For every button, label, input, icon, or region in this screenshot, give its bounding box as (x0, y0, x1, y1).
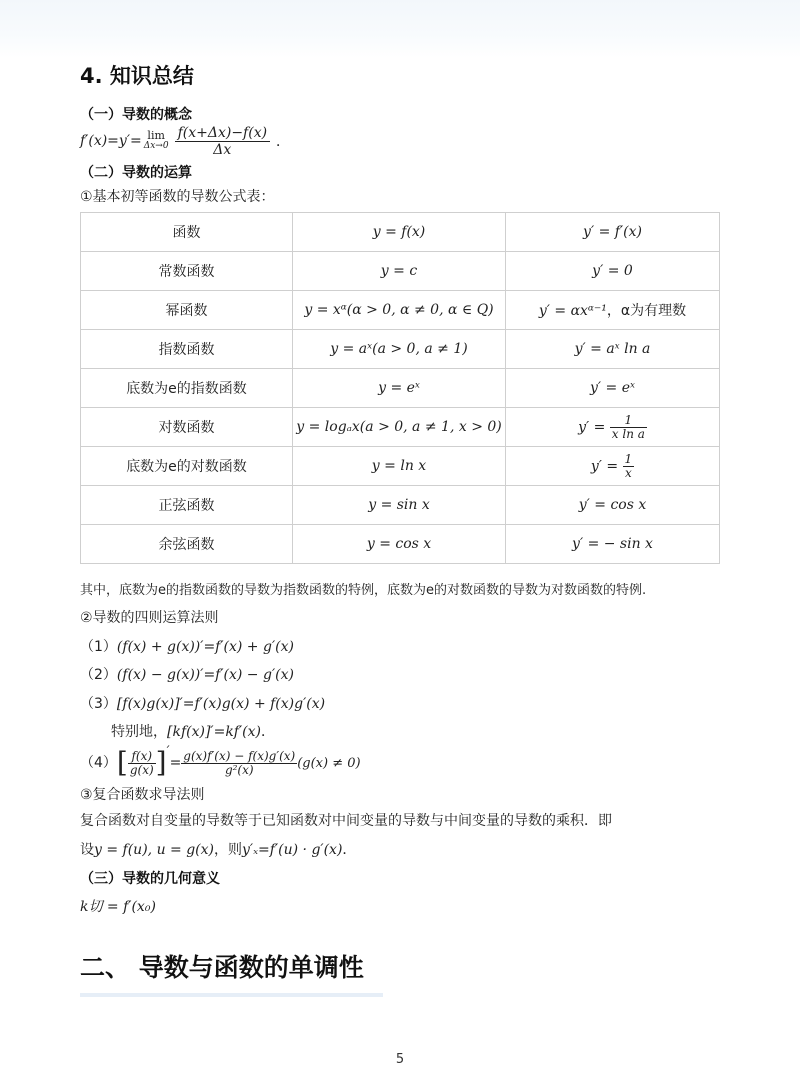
section-heading: 4. 知识总结 (80, 64, 194, 88)
derivative-fraction (623, 453, 635, 480)
limit-operator (144, 130, 169, 152)
fraction-numerator: f(x) (131, 748, 153, 763)
fraction-numerator: g(x)f′(x) − f(x)g′(x) (183, 748, 296, 763)
composite-math: y = f(u), u = g(x) (94, 842, 214, 858)
function-name-cell: 正弦函数 (81, 486, 293, 525)
table-row (81, 447, 720, 486)
header-cell: y = f(x) (293, 213, 506, 252)
rule-label: （2） (80, 667, 117, 683)
fraction-numerator: 1 (624, 451, 633, 466)
composite-prefix: 设 (80, 842, 94, 858)
quotient-condition: (g(x) ≠ 0) (297, 755, 361, 771)
composite-end: ． (342, 842, 357, 858)
definition-lhs: f′(x)=y′= (80, 133, 142, 149)
derivative-cell: y′ = cos x (506, 486, 720, 525)
fraction-denominator: g(x) (129, 762, 154, 777)
rule-label: （4） (80, 755, 117, 771)
definition-period: ． (276, 134, 291, 150)
function-name-cell: 对数函数 (81, 408, 293, 447)
function-cell: y = cos x (293, 525, 506, 564)
rule-special-case (111, 722, 275, 742)
table-row (81, 369, 720, 408)
function-cell: y = aˣ(a > 0, a ≠ 1) (293, 330, 506, 369)
rule-quotient (80, 742, 361, 784)
right-bracket: ] (155, 746, 167, 779)
chapter-heading: 二、 导数与函数的单调性 (80, 953, 364, 982)
special-prefix: 特别地， (111, 724, 167, 740)
function-name-cell: 余弦函数 (81, 525, 293, 564)
table-row (81, 291, 720, 330)
table-intro: ①基本初等函数的导数公式表： (80, 189, 275, 205)
derivative-formula-table (80, 212, 720, 564)
derivative-cell (506, 408, 720, 447)
fraction-denominator: g²(x) (181, 763, 297, 777)
header-cell: y′ = f′(x) (506, 213, 720, 252)
rule-product (80, 694, 325, 714)
derivative-cell (506, 447, 720, 486)
derivative-cell: y′ = aˣ ln a (506, 330, 720, 369)
table-row (81, 252, 720, 291)
composite-formula (80, 840, 356, 860)
function-cell: y = eˣ (293, 369, 506, 408)
derivative-definition (80, 122, 290, 160)
composite-title: ③复合函数求导法则 (80, 787, 205, 803)
rule-label: （1） (80, 639, 117, 655)
composite-math: y′ₓ=f′(u) · g′(x) (242, 842, 343, 858)
function-cell: y = c (293, 252, 506, 291)
rule-formula: (f(x) − g(x))′=f′(x) − g′(x) (116, 667, 294, 683)
subheading-concept: （一）导数的概念 (80, 107, 192, 123)
derivative-fraction (610, 414, 647, 441)
rule-formula: (f(x) + g(x))′=f′(x) + g′(x) (116, 639, 294, 655)
composite-text: 复合函数对自变量的导数等于已知函数对中间变量的导数与中间变量的导数的乘积．即 (80, 813, 612, 829)
derivative-cell: y′ = − sin x (506, 525, 720, 564)
quotient-denominator: Δx (175, 141, 270, 158)
rule-sum (80, 637, 294, 657)
derivative-cell: y′ = eˣ (506, 369, 720, 408)
derivative-note: ，α为有理数 (606, 303, 687, 319)
function-cell: y = logₐx(a > 0, a ≠ 1, x > 0) (293, 408, 506, 447)
function-name-cell: 指数函数 (81, 330, 293, 369)
function-name-cell: 底数为e的指数函数 (81, 369, 293, 408)
function-name-cell: 幂函数 (81, 291, 293, 330)
quotient-fraction (128, 750, 156, 777)
lim-label: lim (147, 129, 165, 142)
derivative-cell: y′ = 0 (506, 252, 720, 291)
special-end: ． (260, 724, 275, 740)
derivative-cell (506, 291, 720, 330)
quotient-numerator: f(x+Δx)−f(x) (177, 124, 268, 141)
quotient-equals: = (169, 755, 182, 771)
header-cell: 函数 (81, 213, 293, 252)
fraction-denominator: x ln a (611, 426, 645, 441)
subheading-operations: （二）导数的运算 (80, 165, 192, 181)
table-row (81, 408, 720, 447)
subheading-geometric: （三）导数的几何意义 (80, 871, 220, 887)
left-bracket: [ (116, 746, 128, 779)
function-cell: y = ln x (293, 447, 506, 486)
derivative-lhs: y′ = (578, 419, 606, 435)
lim-subscript: Δx→0 (143, 141, 169, 151)
function-cell: y = sin x (293, 486, 506, 525)
composite-mid: ，则 (214, 842, 242, 858)
function-cell: y = xᵅ(α > 0, α ≠ 0, α ∈ Q) (293, 291, 506, 330)
difference-quotient (175, 125, 270, 158)
fraction-numerator: 1 (624, 412, 633, 427)
rule-label: （3） (80, 696, 117, 712)
function-name-cell: 常数函数 (81, 252, 293, 291)
table-row (81, 486, 720, 525)
page-number: 5 (395, 1052, 405, 1067)
geometric-formula: k切 = f′(x₀) (80, 899, 156, 915)
top-band (0, 0, 800, 58)
table-row (81, 330, 720, 369)
table-note: 其中，底数为e的指数函数的导数为指数函数的特例，底数为e的对数函数的导数为对数函数的特例. (80, 583, 647, 598)
quotient-result-fraction (181, 750, 297, 777)
rule-difference (80, 665, 294, 685)
chapter-underline (80, 993, 383, 997)
quotient-prime: ′ (166, 744, 170, 759)
derivative-lhs: y′ = (590, 458, 619, 474)
table-row (81, 525, 720, 564)
special-formula: [kf(x)]′=kf′(x) (167, 724, 261, 740)
table-header-row (81, 213, 720, 252)
rule-formula: [f(x)g(x)]′=f′(x)g(x) + f(x)g′(x) (116, 696, 326, 712)
derivative-formula: y′ = αxᵅ⁻¹ (538, 303, 607, 319)
function-name-cell: 底数为e的对数函数 (81, 447, 293, 486)
rules-title: ②导数的四则运算法则 (80, 610, 219, 626)
fraction-denominator: x (623, 466, 635, 480)
